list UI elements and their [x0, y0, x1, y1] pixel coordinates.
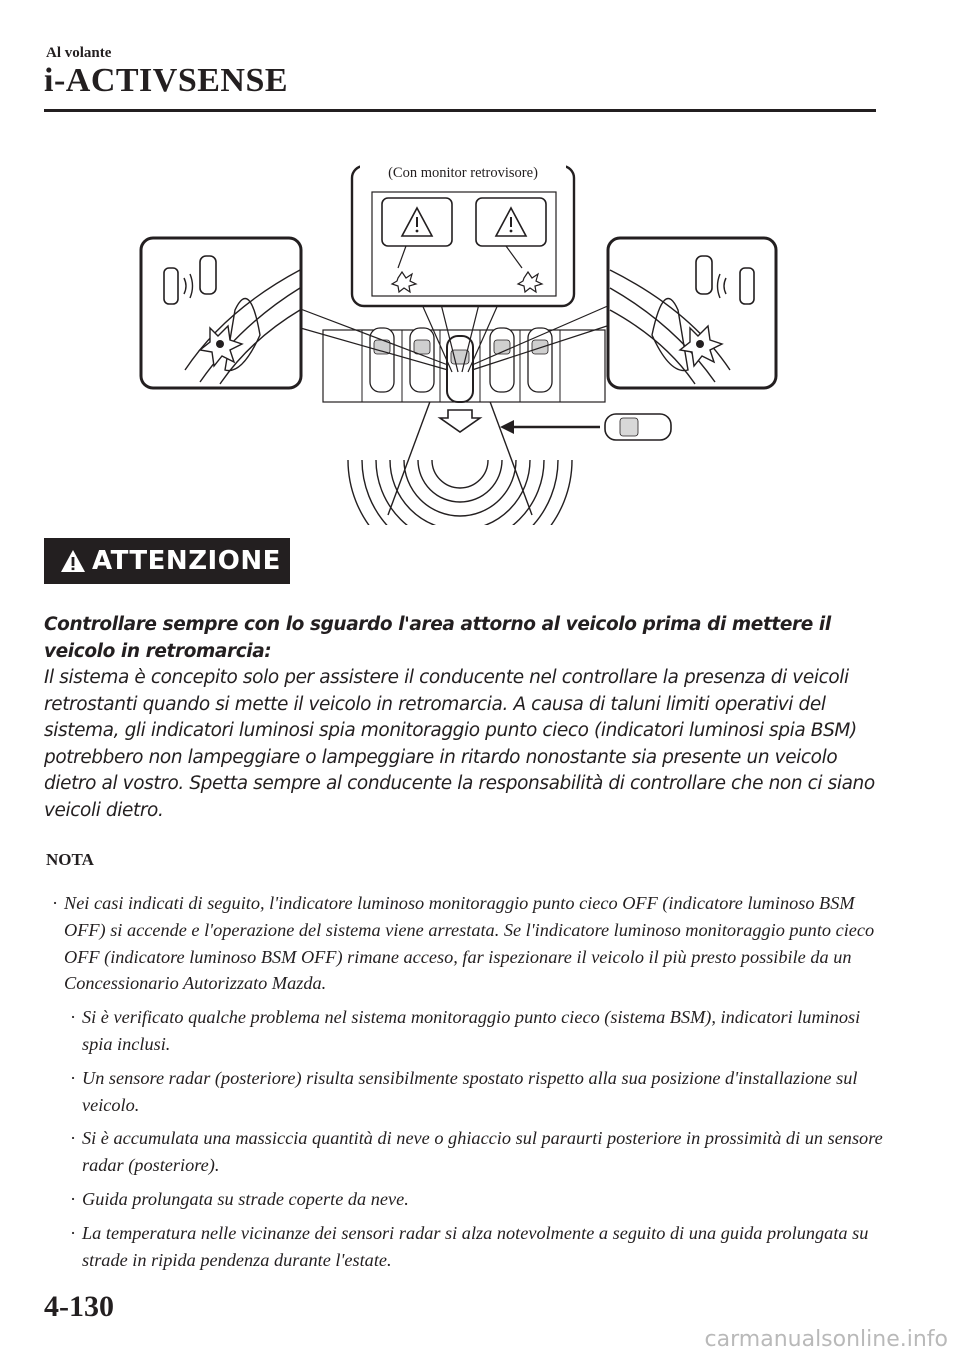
note-title: NOTA: [46, 850, 94, 869]
section-label: Al volante: [46, 45, 112, 61]
note-sub-text: Guida prolungata su strade coperte da neve.: [82, 1188, 409, 1209]
note-sub-text: Un sensore radar (posteriore) risulta sensibilmente spostato rispetto alla sua posizione d'installazione sul veicolo.: [82, 1067, 858, 1115]
note-sub-text: La temperatura nelle vicinanze dei sensori radar si alza notevolmente a seguito di una guida prolungata su strade in ripida pendenza durante l'estate.: [82, 1222, 869, 1270]
warning-triangle-icon: [60, 549, 86, 573]
bullet-dot: ·: [70, 1188, 77, 1209]
note-sub-text: Si è verificato qualche problema nel sistema monitoraggio punto cieco (sistema BSM), indicatori luminosi spia inclusi.: [82, 1007, 861, 1054]
section-title: i-ACTIVSENSE: [44, 62, 289, 99]
bullet-dot: ·: [70, 1067, 77, 1088]
note-sub-text: Si è accumulata una massiccia quantità di neve o ghiaccio sul paraurti posteriore in prossimità di un sensore radar (posteriore).: [82, 1128, 883, 1176]
page-number: 4-130: [44, 1290, 114, 1323]
bullet-dot: ·: [70, 1128, 77, 1149]
bsm-illustration: [130, 160, 810, 525]
bullet-dot: ·: [70, 1222, 77, 1243]
warning-badge: [44, 538, 290, 584]
monitor-label: (Con monitor retrovisore): [388, 165, 538, 181]
note-sublist: [64, 1004, 886, 1273]
note-list: [46, 890, 886, 1273]
header-rule: [44, 109, 876, 112]
bullet-dot: ·: [52, 893, 59, 913]
warning-text-block: [44, 612, 884, 824]
note-main-text: Nei casi indicati di seguito, l'indicatore luminoso monitoraggio punto cieco OFF (indicatore luminoso BSM OFF) si accende e l'operazione del sistema viene arrestata. Se l'indicatore luminoso monitoraggio punto cieco OFF (indicatore luminoso BSM OFF) rimane acceso, far ispezionare il veicolo il più presto possibile da un Concessionario Autorizzato Mazda.: [64, 893, 875, 994]
warning-heading: Controllare sempre con lo sguardo l'area attorno al veicolo prima di mettere il veicolo in retromarcia:: [44, 614, 831, 662]
note-sub-item: [64, 1004, 886, 1058]
bullet-dot: ·: [70, 1007, 77, 1028]
note-sub-item: [64, 1065, 886, 1119]
note-sub-item: [64, 1125, 886, 1179]
watermark: carmanualsonline.info: [704, 1327, 948, 1352]
note-main-item: [46, 890, 886, 997]
note-sub-item: [64, 1220, 886, 1274]
warning-body: Il sistema è concepito solo per assistere il conducente nel controllare la presenza di veicoli retrostanti quando si mette il veicolo in retromarcia. A causa di taluni limiti operativi del sistema, gli indicatori luminosi spia monitoraggio punto cieco (indicatori luminosi spia BSM) potrebbero non lampeggiare o lampeggiare in ritardo nonostante sia presente un veicolo dietro al vostro. Spetta sempre al conducente la responsabilità di controllare che non ci siano veicoli dietro.: [44, 667, 875, 821]
warning-label: ATTENZIONE: [92, 546, 281, 576]
note-sub-item: [64, 1186, 886, 1213]
